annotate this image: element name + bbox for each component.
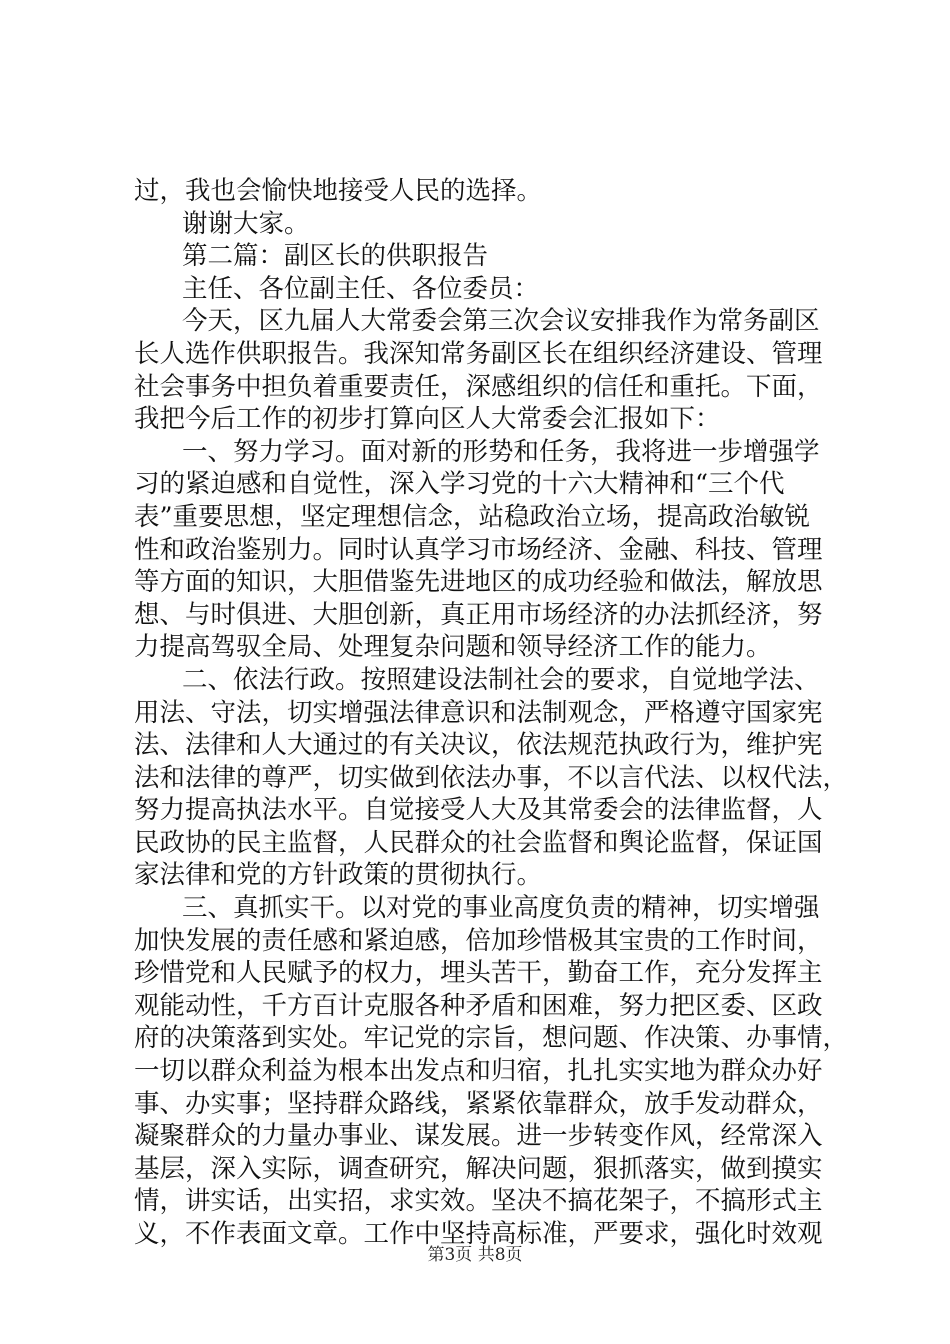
text-line: 凝聚群众的力量办事业、谋发展。进一步转变作风，经常深入 (134, 1121, 823, 1152)
text-line: 事、办实事；坚持群众路线，紧紧依靠群众，放手发动群众， (134, 1088, 823, 1119)
document-body (134, 175, 849, 1251)
text-line: 今天，区九届人大常委会第三次会议安排我作为常务副区 (182, 306, 820, 337)
text-line: 力提高驾驭全局、处理复杂问题和领导经济工作的能力。 (134, 632, 772, 663)
text-line: 努力提高执法水平。自觉接受人大及其常委会的法律监督，人 (134, 795, 823, 826)
text-line: 谢谢大家。 (182, 208, 310, 239)
text-line: 府的决策落到实处。牢记党的宗旨，想问题、作决策、办事情， (134, 1023, 849, 1054)
text-line: 我把今后工作的初步打算向区人大常委会汇报如下： (134, 404, 721, 435)
text-line: 加快发展的责任感和紧迫感，倍加珍惜极其宝贵的工作时间， (134, 925, 823, 956)
text-line: 基层，深入实际，调查研究，解决问题，狠抓落实，做到摸实 (134, 1153, 823, 1184)
text-line: 一切以群众利益为根本出发点和归宿，扎扎实实地为群众办好 (134, 1056, 823, 1087)
text-line: 一、努力学习。面对新的形势和任务，我将进一步增强学 (182, 436, 820, 467)
text-line: 性和政治鉴别力。同时认真学习市场经济、金融、科技、管理 (134, 534, 823, 565)
text-line: 表”重要思想，坚定理想信念，站稳政治立场，提高政治敏锐 (134, 501, 811, 532)
text-line: 过，我也会愉快地接受人民的选择。 (134, 176, 543, 206)
text-line: 观能动性，千方百计克服各种矛盾和困难，努力把区委、区政 (134, 990, 823, 1021)
text-line: 社会事务中担负着重要责任，深感组织的信任和重托。下面， (134, 371, 823, 402)
text-line: 二、依法行政。按照建设法制社会的要求，自觉地学法、 (182, 664, 820, 695)
text-line: 民政协的民主监督，人民群众的社会监督和舆论监督，保证国 (134, 827, 823, 858)
text-line: 等方面的知识，大胆借鉴先进地区的成功经验和做法，解放思 (134, 567, 823, 598)
text-line: 主任、各位副主任、各位委员： (182, 273, 540, 304)
text-line: 三、真抓实干。以对党的事业高度负责的精神，切实增强 (182, 893, 820, 924)
text-line: 用法、守法，切实增强法律意识和法制观念，严格遵守国家宪 (134, 697, 823, 728)
text-line: 义，不作表面文章。工作中坚持高标准，严要求，强化时效观 (134, 1219, 823, 1249)
text-line: 法和法律的尊严，切实做到依法办事，不以言代法、以权代法， (134, 762, 849, 793)
text-line: 法、法律和人大通过的有关决议，依法规范执政行为，维护宪 (134, 730, 823, 761)
text-line: 家法律和党的方针政策的贯彻执行。 (134, 860, 543, 891)
text-line: 第二篇：副区长的供职报告 (182, 241, 489, 272)
text-line: 习的紧迫感和自觉性，深入学习党的十六大精神和“三个代 (134, 469, 785, 500)
text-line: 珍惜党和人民赋予的权力，埋头苦干，勤奋工作，充分发挥主 (134, 958, 823, 989)
text-line: 想、与时俱进、大胆创新，真正用市场经济的办法抓经济，努 (134, 599, 823, 630)
page-footer: 第3页 共8页 (427, 1245, 523, 1265)
text-line: 长人选作供职报告。我深知常务副区长在组织经济建设、管理 (134, 338, 823, 369)
text-line: 情，讲实话，出实招，求实效。坚决不搞花架子，不搞形式主 (134, 1186, 823, 1217)
